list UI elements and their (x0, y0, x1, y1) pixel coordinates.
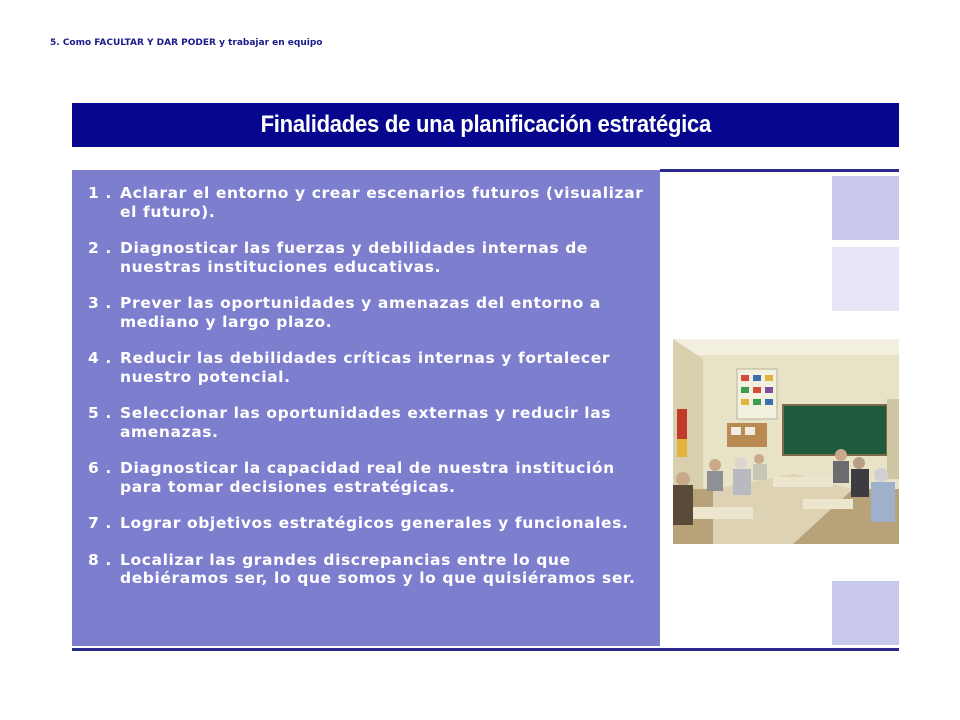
item-text: Lograr objetivos estratégicos generales y funcionales. (120, 514, 629, 532)
title-bar (72, 103, 899, 147)
item-number: 1 . (88, 184, 112, 202)
slide (72, 103, 899, 653)
divider-line-bottom (72, 648, 899, 651)
divider-line-top (660, 169, 899, 172)
list-item (88, 514, 652, 533)
item-number: 6 . (88, 459, 112, 477)
list-item (88, 239, 652, 276)
list-item (88, 404, 652, 441)
item-number: 4 . (88, 349, 112, 367)
header-note: 5. Como FACULTAR Y DAR PODER y trabajar en equipo (50, 38, 323, 48)
classroom-photo-illustration (673, 339, 899, 544)
item-number: 2 . (88, 239, 112, 257)
list-item (88, 294, 652, 331)
item-text: Diagnosticar las fuerzas y debilidades internas de nuestras instituciones educativas. (120, 239, 589, 276)
item-number: 8 . (88, 550, 112, 569)
item-text: Seleccionar las oportunidades externas y reducir las amenazas. (120, 404, 612, 441)
item-number: 5 . (88, 404, 112, 422)
classroom-photo (673, 339, 899, 544)
item-text: Diagnosticar la capacidad real de nuestra institución para tomar decisiones estratégicas. (120, 459, 615, 496)
item-text: Prever las oportunidades y amenazas del entorno a mediano y largo plazo. (120, 294, 601, 331)
purposes-list (72, 170, 660, 646)
item-text: Reducir las debilidades críticas internas y fortalecer nuestro potencial. (120, 349, 611, 386)
list-item (88, 184, 652, 221)
item-number: 3 . (88, 294, 112, 312)
slide-title: Finalidades de una planificación estratégica (260, 111, 711, 138)
decorative-square (832, 247, 899, 311)
decorative-square (832, 176, 899, 240)
item-text: Aclarar el entorno y crear escenarios futuros (visualizar el futuro). (120, 184, 644, 221)
item-number: 7 . (88, 514, 112, 532)
list-item (88, 459, 652, 496)
list-item (88, 551, 652, 588)
list-item (88, 349, 652, 386)
item-text: Localizar las grandes discrepancias entre lo que debiéramos ser, lo que somos y lo que quisiéramos ser. (120, 550, 636, 587)
decorative-square (832, 581, 899, 645)
